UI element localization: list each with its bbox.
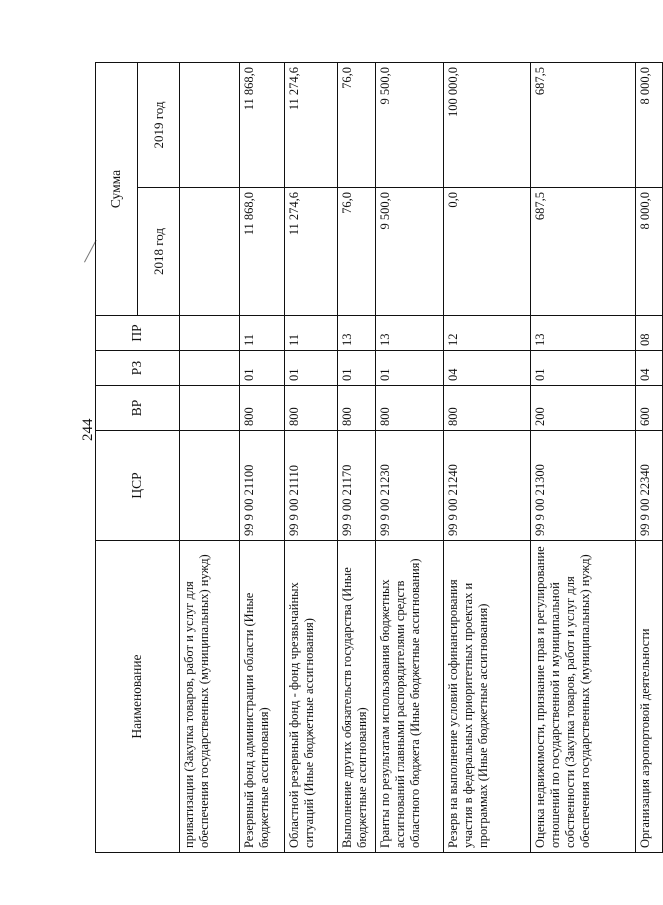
row-vr: 800 bbox=[376, 386, 444, 431]
row-pr: 13 bbox=[531, 316, 636, 351]
row-csr: 99 9 00 21240 bbox=[444, 431, 531, 541]
row-csr bbox=[180, 431, 240, 541]
table-row bbox=[285, 62, 338, 852]
page-number: 244 bbox=[80, 418, 96, 441]
row-sum-2019: 8 000,0 bbox=[636, 62, 663, 187]
row-sum-2018: 0,0 bbox=[444, 188, 531, 316]
row-rz: 04 bbox=[444, 351, 531, 386]
header-pr: ПР bbox=[96, 316, 180, 351]
row-name: Областной резервный фонд - фонд чрезвычайных ситуаций (Иные бюджетные ассигнования) bbox=[285, 541, 338, 853]
row-pr bbox=[180, 316, 240, 351]
row-vr: 800 bbox=[444, 386, 531, 431]
table-row bbox=[636, 62, 663, 852]
row-name: Резервный фонд администрации области (Иные бюджетные ассигнования) bbox=[240, 541, 285, 853]
row-sum-2019: 11 868,0 bbox=[240, 62, 285, 187]
row-name: Гранты по результатам использования бюджетных ассигнований главными распорядителями средств областного бюджета (Иные бюджетные ассигнования) bbox=[376, 541, 444, 853]
row-vr: 200 bbox=[531, 386, 636, 431]
table-row bbox=[240, 62, 285, 852]
row-pr: 12 bbox=[444, 316, 531, 351]
row-vr bbox=[180, 386, 240, 431]
table-row bbox=[338, 62, 376, 852]
table-row bbox=[376, 62, 444, 852]
row-rz: 01 bbox=[531, 351, 636, 386]
row-sum-2018: 11 868,0 bbox=[240, 188, 285, 316]
row-sum-2018 bbox=[180, 188, 240, 316]
row-rz: 01 bbox=[338, 351, 376, 386]
row-name: приватизации (Закупка товаров, работ и услуг для обеспечения государственных (муниципальных) нужд) bbox=[180, 541, 240, 853]
row-sum-2018: 76,0 bbox=[338, 188, 376, 316]
row-rz: 01 bbox=[285, 351, 338, 386]
row-pr: 13 bbox=[376, 316, 444, 351]
row-sum-2018: 8 000,0 bbox=[636, 188, 663, 316]
row-name: Организация аэропортовой деятельности bbox=[636, 541, 663, 853]
table-header-row bbox=[96, 62, 138, 852]
row-sum-2019: 11 274,6 bbox=[285, 62, 338, 187]
row-csr: 99 9 00 21100 bbox=[240, 431, 285, 541]
row-pr: 08 bbox=[636, 316, 663, 351]
row-sum-2018: 11 274,6 bbox=[285, 188, 338, 316]
row-vr: 800 bbox=[240, 386, 285, 431]
row-sum-2019: 9 500,0 bbox=[376, 62, 444, 187]
row-vr: 800 bbox=[338, 386, 376, 431]
header-name: Наименование bbox=[96, 541, 180, 853]
header-vr: ВР bbox=[96, 386, 180, 431]
rotated-page bbox=[95, 63, 652, 853]
row-pr: 11 bbox=[285, 316, 338, 351]
header-sum: Сумма bbox=[96, 62, 138, 315]
row-sum-2019: 76,0 bbox=[338, 62, 376, 187]
row-sum-2019 bbox=[180, 62, 240, 187]
header-csr: ЦСР bbox=[96, 431, 180, 541]
row-vr: 800 bbox=[285, 386, 338, 431]
table-row bbox=[180, 62, 240, 852]
row-rz bbox=[180, 351, 240, 386]
row-csr: 99 9 00 21110 bbox=[285, 431, 338, 541]
row-csr: 99 9 00 21230 bbox=[376, 431, 444, 541]
row-name: Оценка недвижимости, признание прав и регулирование отношений по государственной и муниципальной собственности (Закупка товаров, работ и услуг для обеспечения государственных (муниципальных) нужд) bbox=[531, 541, 636, 853]
table-row bbox=[444, 62, 531, 852]
row-sum-2019: 100 000,0 bbox=[444, 62, 531, 187]
row-rz: 01 bbox=[240, 351, 285, 386]
header-year-2018: 2018 год bbox=[138, 188, 180, 316]
row-sum-2018: 687,5 bbox=[531, 188, 636, 316]
row-sum-2019: 687,5 bbox=[531, 62, 636, 187]
row-csr: 99 9 00 22340 bbox=[636, 431, 663, 541]
header-rz: РЗ bbox=[96, 351, 180, 386]
row-name: Резерв на выполнение условий софинансирования участия в федеральных приоритетных проектах и программах (Иные бюджетные ассигнования) bbox=[444, 541, 531, 853]
row-csr: 99 9 00 21300 bbox=[531, 431, 636, 541]
row-pr: 11 bbox=[240, 316, 285, 351]
row-vr: 600 bbox=[636, 386, 663, 431]
row-rz: 04 bbox=[636, 351, 663, 386]
budget-table bbox=[95, 62, 663, 853]
table-row bbox=[531, 62, 636, 852]
row-csr: 99 9 00 21170 bbox=[338, 431, 376, 541]
row-name: Выполнение других обязательств государства (Иные бюджетные ассигнования) bbox=[338, 541, 376, 853]
row-sum-2018: 9 500,0 bbox=[376, 188, 444, 316]
header-year-2019: 2019 год bbox=[138, 62, 180, 187]
row-rz: 01 bbox=[376, 351, 444, 386]
row-pr: 13 bbox=[338, 316, 376, 351]
